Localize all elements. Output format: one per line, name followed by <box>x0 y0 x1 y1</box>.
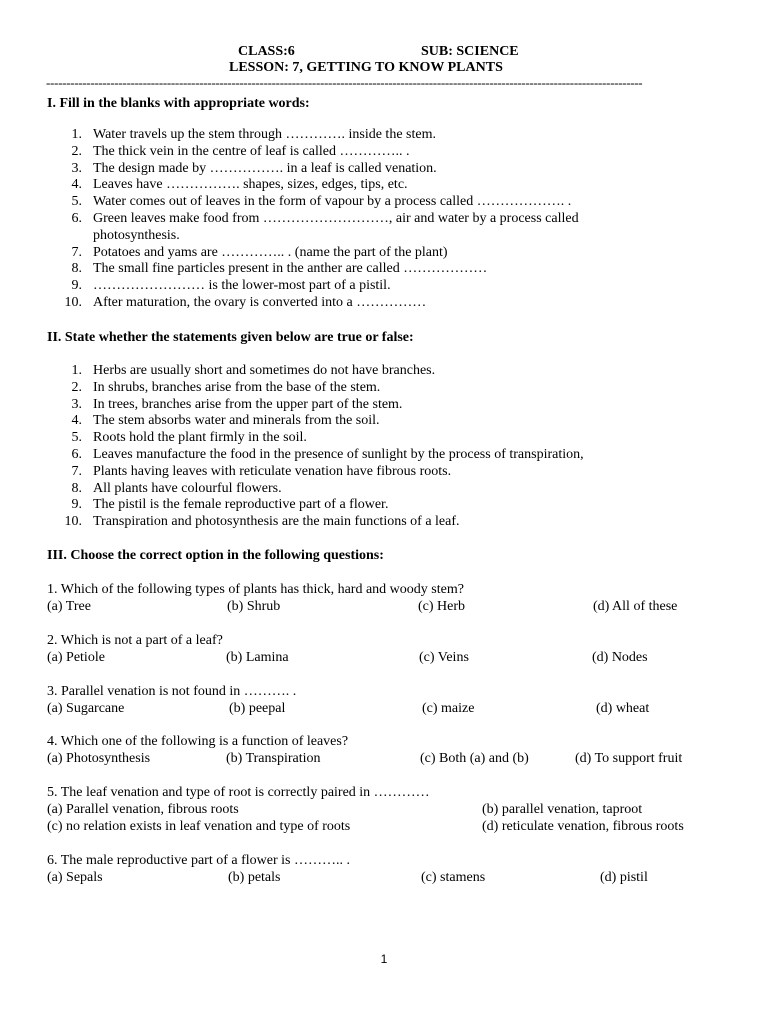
option-c: (c) no relation exists in leaf venation and type of roots <box>47 819 351 834</box>
question-3: 3. Parallel venation is not found in ………. . <box>47 684 297 699</box>
divider-line: ---------------------------------------------------------------------------------------------------------------------------------------------------- <box>46 76 643 90</box>
option-a: (a) Tree <box>47 599 91 614</box>
section-1-title: I. Fill in the blanks with appropriate words: <box>47 96 310 111</box>
option-c: (c) Veins <box>419 650 469 665</box>
option-c: (c) Herb <box>418 599 466 614</box>
class-label: CLASS:6 <box>238 44 295 59</box>
option-a: (a) Petiole <box>47 650 105 665</box>
question-2: 2. Which is not a part of a leaf? <box>47 633 223 648</box>
option-a: (a) Sepals <box>47 870 103 885</box>
lesson-title: LESSON: 7, GETTING TO KNOW PLANTS <box>229 60 503 75</box>
option-a: (a) Parallel venation, fibrous roots <box>47 802 239 817</box>
option-c: (c) Both (a) and (b) <box>420 751 529 766</box>
option-a: (a) Sugarcane <box>47 701 125 716</box>
option-b: (b) peepal <box>229 701 286 716</box>
option-b: (b) petals <box>228 870 281 885</box>
option-b: (b) Shrub <box>227 599 281 614</box>
question-4: 4. Which one of the following is a function of leaves? <box>47 734 349 749</box>
option-b: (b) Lamina <box>226 650 289 665</box>
subject-label: SUB: SCIENCE <box>421 44 519 59</box>
option-b: (b) parallel venation, taproot <box>482 802 643 817</box>
option-d: (d) reticulate venation, fibrous roots <box>482 819 684 834</box>
option-d: (d) wheat <box>596 701 650 716</box>
option-c: (c) maize <box>422 701 475 716</box>
question-5: 5. The leaf venation and type of root is correctly paired in ………… <box>47 785 430 800</box>
option-d: (d) pistil <box>600 870 648 885</box>
option-a: (a) Photosynthesis <box>47 751 151 766</box>
question-1: 1. Which of the following types of plants has thick, hard and woody stem? <box>47 582 464 597</box>
option-d: (d) Nodes <box>592 650 648 665</box>
option-c: (c) stamens <box>421 870 486 885</box>
option-d: (d) All of these <box>593 599 678 614</box>
question-6: 6. The male reproductive part of a flower is ……….. . <box>47 853 350 868</box>
section-3-title: III. Choose the correct option in the following questions: <box>47 548 384 563</box>
option-d: (d) To support fruit <box>575 751 683 766</box>
page-number: 1 <box>380 952 388 966</box>
section-2-title: II. State whether the statements given below are true or false: <box>47 330 414 345</box>
option-b: (b) Transpiration <box>226 751 321 766</box>
